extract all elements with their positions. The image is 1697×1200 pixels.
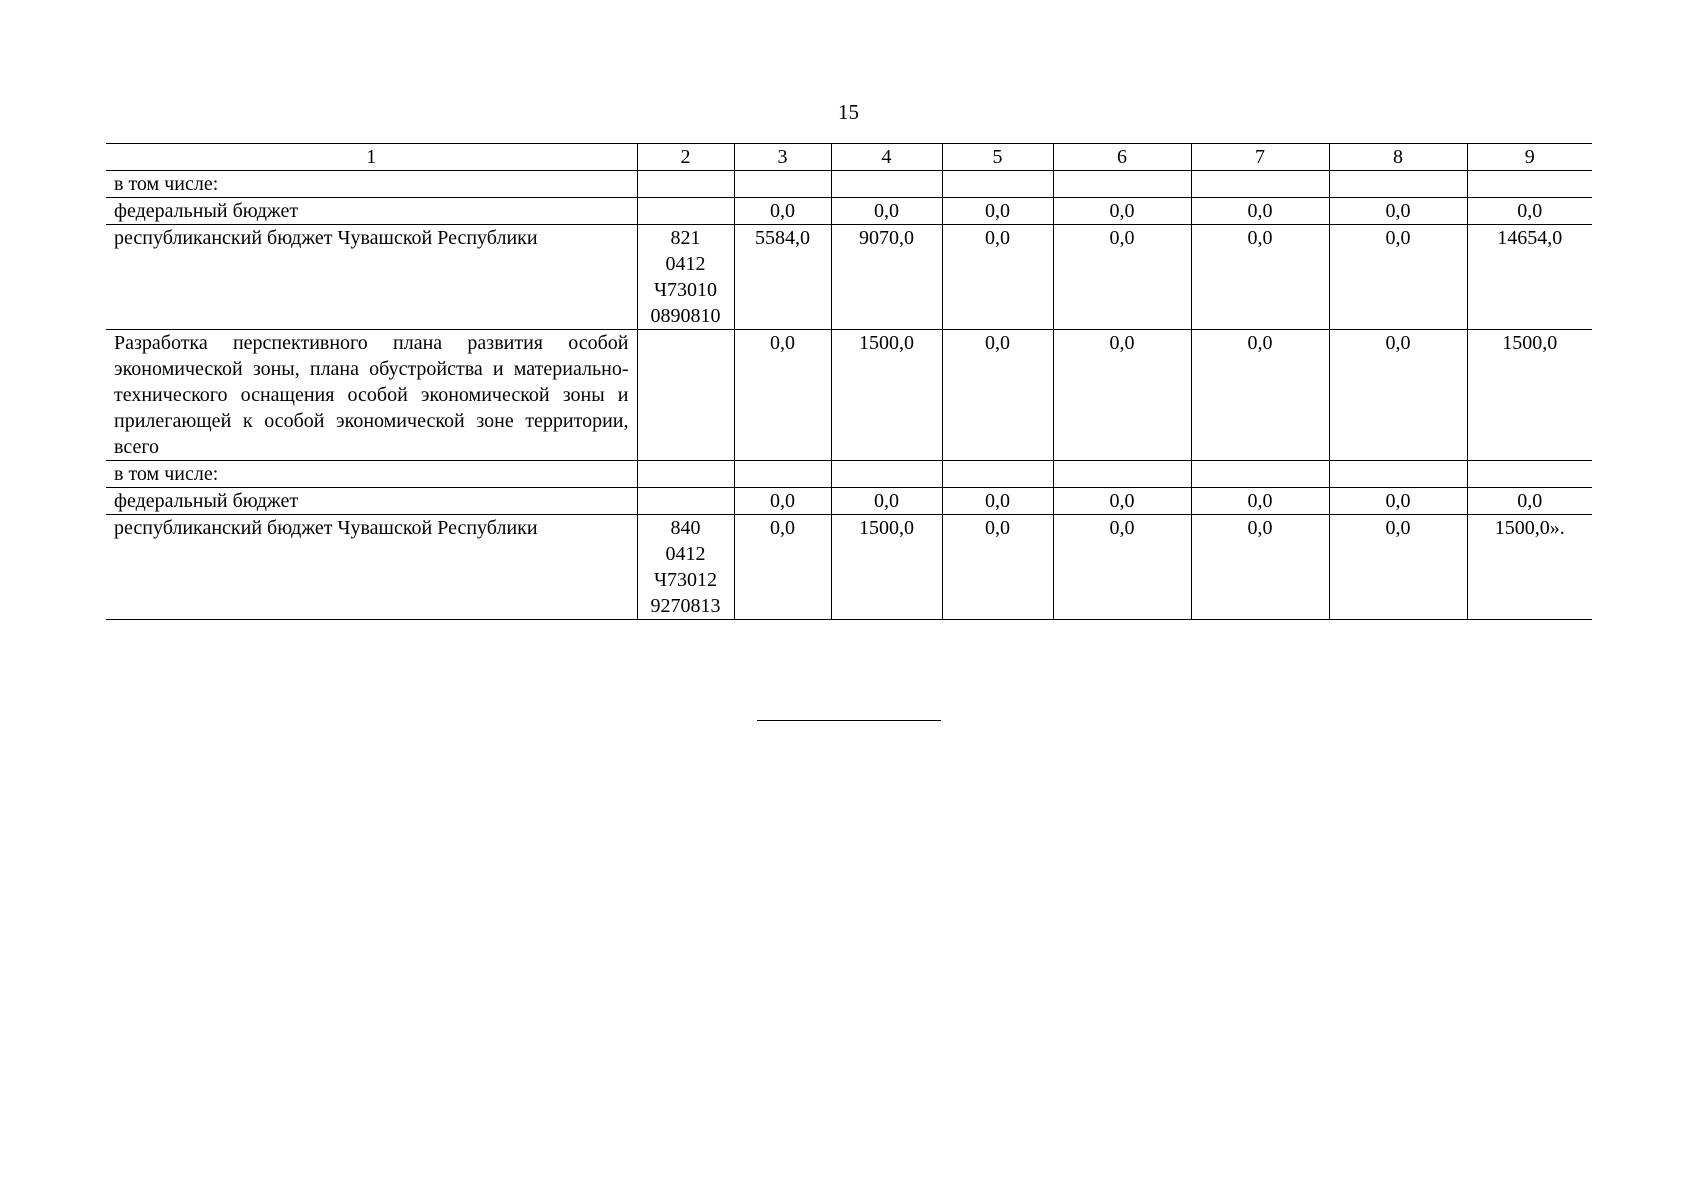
row-label: в том числе: xyxy=(106,171,637,198)
footer-rule xyxy=(757,720,941,721)
value-cell: 0,0 xyxy=(1053,330,1191,461)
header-cell: 8 xyxy=(1329,144,1467,171)
budget-code-cell xyxy=(637,225,734,330)
header-cell: 3 xyxy=(734,144,831,171)
value-cell: 0,0 xyxy=(734,515,831,620)
value-cell: 0,0 xyxy=(1329,515,1467,620)
budget-code-line: 0412 xyxy=(665,253,706,275)
row-label: республиканский бюджет Чувашской Республики xyxy=(106,515,637,620)
value-cell: 1500,0 xyxy=(1467,330,1592,461)
table-body xyxy=(106,144,1592,620)
value-cell: 1500,0 xyxy=(831,330,942,461)
row-label: в том числе: xyxy=(106,461,637,488)
header-cell: 2 xyxy=(637,144,734,171)
table-row xyxy=(106,198,1592,225)
value-cell: 0,0 xyxy=(1191,488,1329,515)
budget-code-line: Ч73010 xyxy=(654,279,717,301)
value-cell xyxy=(734,461,831,488)
value-cell: 0,0 xyxy=(1467,488,1592,515)
value-cell: 0,0 xyxy=(831,198,942,225)
header-cell: 5 xyxy=(942,144,1053,171)
value-cell: 0,0 xyxy=(1329,198,1467,225)
value-cell: 0,0 xyxy=(1191,225,1329,330)
value-cell xyxy=(942,461,1053,488)
value-cell: 0,0 xyxy=(734,198,831,225)
value-cell: 0,0 xyxy=(942,488,1053,515)
row-label: федеральный бюджет xyxy=(106,488,637,515)
value-cell: 0,0 xyxy=(942,515,1053,620)
value-cell: 0,0 xyxy=(831,488,942,515)
table-row xyxy=(106,225,1592,330)
budget-code-cell xyxy=(637,171,734,198)
header-row xyxy=(106,144,1592,171)
value-cell: 1500,0 xyxy=(831,515,942,620)
value-cell xyxy=(1053,461,1191,488)
budget-code-cell xyxy=(637,330,734,461)
budget-code-line: 0890810 xyxy=(650,305,721,327)
header-cell: 4 xyxy=(831,144,942,171)
table-row xyxy=(106,171,1592,198)
value-cell: 14654,0 xyxy=(1467,225,1592,330)
header-cell: 9 xyxy=(1467,144,1592,171)
value-cell: 0,0 xyxy=(734,330,831,461)
page-number: 15 xyxy=(838,100,859,124)
table-row xyxy=(106,488,1592,515)
value-cell: 0,0 xyxy=(1191,198,1329,225)
budget-code-line: 9270813 xyxy=(650,595,721,617)
value-cell: 0,0 xyxy=(1329,488,1467,515)
value-cell xyxy=(1329,461,1467,488)
value-cell: 0,0 xyxy=(1467,198,1592,225)
value-cell: 0,0 xyxy=(1191,515,1329,620)
header-cell: 7 xyxy=(1191,144,1329,171)
value-cell xyxy=(1329,171,1467,198)
budget-table xyxy=(106,143,1592,620)
value-cell: 0,0 xyxy=(942,225,1053,330)
value-cell: 9070,0 xyxy=(831,225,942,330)
value-cell: 0,0 xyxy=(1191,330,1329,461)
value-cell xyxy=(831,461,942,488)
value-cell: 0,0 xyxy=(1053,225,1191,330)
value-cell: 0,0 xyxy=(942,330,1053,461)
value-cell: 0,0 xyxy=(1329,225,1467,330)
row-label: республиканский бюджет Чувашской Республики xyxy=(106,225,637,330)
value-cell: 0,0 xyxy=(942,198,1053,225)
budget-code-cell xyxy=(637,461,734,488)
value-cell: 5584,0 xyxy=(734,225,831,330)
header-cell: 6 xyxy=(1053,144,1191,171)
budget-code-line: 0412 xyxy=(665,543,706,565)
table-row xyxy=(106,330,1592,461)
budget-code-cell xyxy=(637,198,734,225)
value-cell: 0,0 xyxy=(1053,515,1191,620)
value-cell xyxy=(942,171,1053,198)
value-cell xyxy=(831,171,942,198)
table-row xyxy=(106,461,1592,488)
value-cell xyxy=(1467,461,1592,488)
budget-code-line: Ч73012 xyxy=(654,569,717,591)
value-cell: 0,0 xyxy=(1329,330,1467,461)
value-cell: 0,0 xyxy=(1053,488,1191,515)
table-row xyxy=(106,515,1592,620)
header-cell: 1 xyxy=(106,144,637,171)
budget-code-line: 821 xyxy=(670,227,701,249)
budget-code-cell xyxy=(637,515,734,620)
value-cell xyxy=(734,171,831,198)
value-cell xyxy=(1467,171,1592,198)
value-cell xyxy=(1191,171,1329,198)
budget-code-cell xyxy=(637,488,734,515)
budget-code-line: 840 xyxy=(670,517,701,539)
row-label: федеральный бюджет xyxy=(106,198,637,225)
value-cell: 1500,0». xyxy=(1467,515,1592,620)
value-cell: 0,0 xyxy=(1053,198,1191,225)
row-label: Разработка перспективного плана развития особой экономической зоны, плана обустройства и материально-технического оснащения особой экономической зоны и прилегающей к особой экономической зоне территории, всего xyxy=(106,330,637,461)
value-cell xyxy=(1053,171,1191,198)
value-cell xyxy=(1191,461,1329,488)
value-cell: 0,0 xyxy=(734,488,831,515)
